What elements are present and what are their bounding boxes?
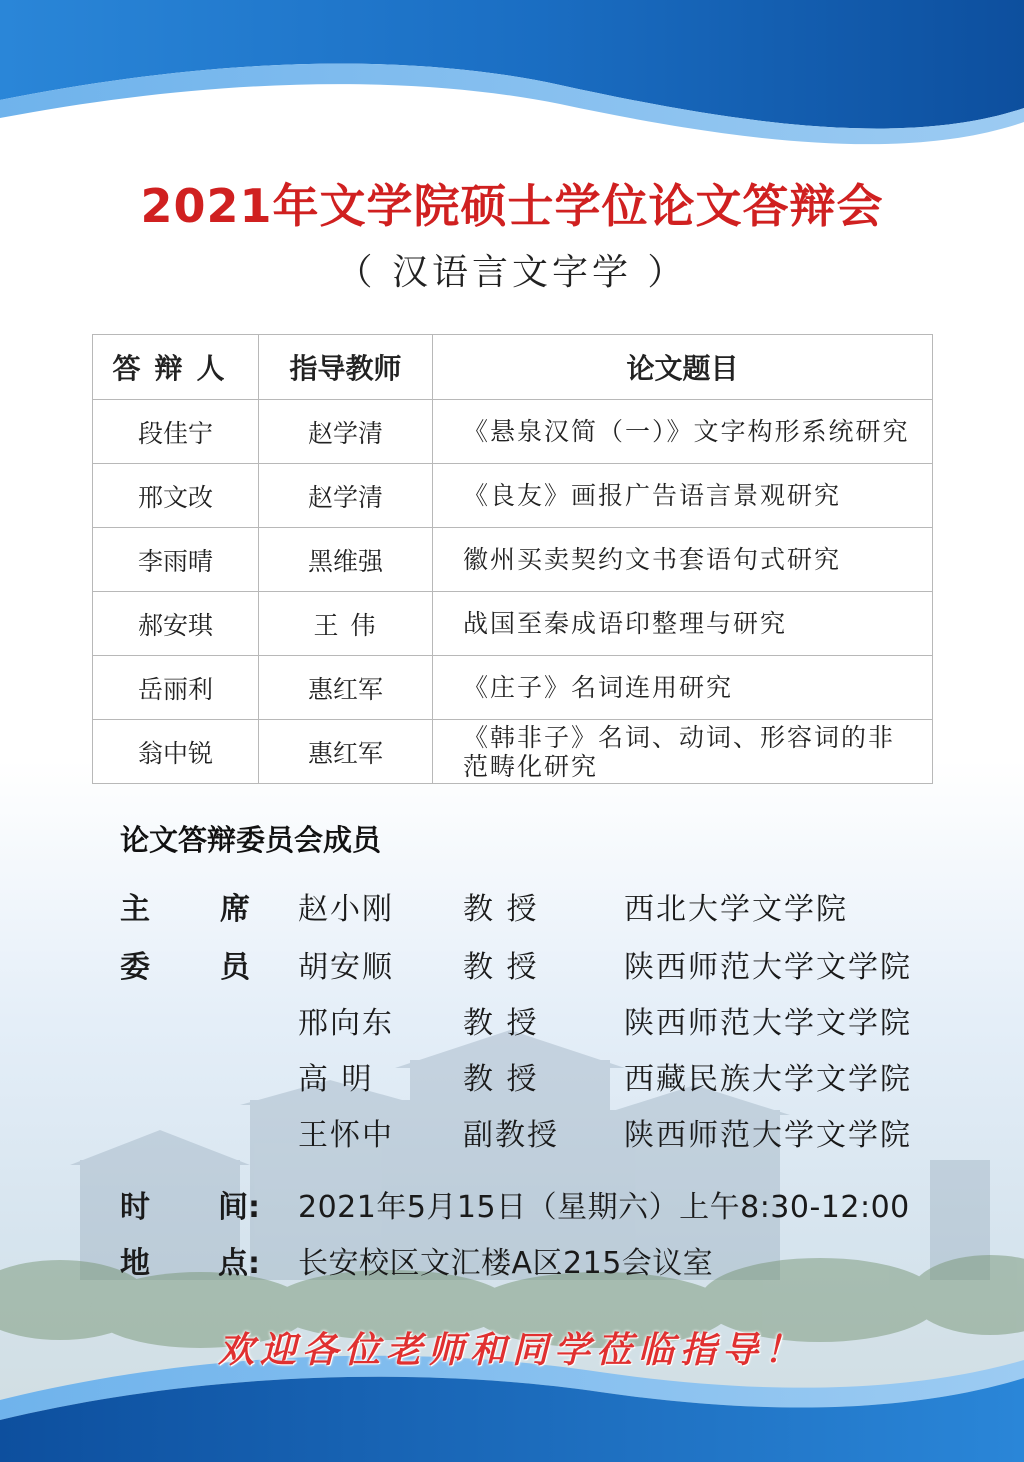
table-row: [93, 528, 933, 592]
member-rank: 教 授: [463, 892, 539, 927]
advisor-name: 黑维强: [259, 528, 433, 592]
member-rank: 教 授: [463, 950, 539, 985]
header-topic: 论文题目: [433, 335, 933, 400]
student-name: 李雨晴: [93, 528, 259, 592]
student-name: 岳丽利: [93, 656, 259, 720]
advisor-name: 赵学清: [259, 400, 433, 464]
member-institution: 西北大学文学院: [624, 892, 848, 927]
thesis-topic: 徽州买卖契约文书套语句式研究: [433, 528, 933, 592]
member-institution: 西藏民族大学文学院: [624, 1062, 912, 1097]
table-row: [93, 656, 933, 720]
table-row: [93, 720, 933, 784]
member-rank: 教 授: [463, 1062, 539, 1097]
thesis-topic: 《韩非子》名词、动词、形容词的非范畴化研究: [433, 720, 933, 784]
place-label: 地 点:: [120, 1246, 260, 1281]
advisor-name: 惠红军: [259, 656, 433, 720]
member-label: 委 员: [120, 950, 250, 985]
member-name: 赵小刚: [298, 892, 394, 927]
time-label: 时 间:: [120, 1190, 260, 1225]
thesis-topic: 《庄子》名词连用研究: [433, 656, 933, 720]
student-name: 郝安琪: [93, 592, 259, 656]
poster-subtitle: （ 汉语言文字学 ）: [336, 252, 688, 293]
member-institution: 陕西师范大学文学院: [624, 1118, 912, 1153]
poster-title: 2021年文学院硕士学位论文答辩会: [140, 179, 884, 233]
time-value: 2021年5月15日（星期六）上午8:30-12:00: [298, 1190, 910, 1225]
member-rank: 副教授: [463, 1118, 559, 1153]
member-rank: 教 授: [463, 1006, 539, 1041]
table-row: [93, 592, 933, 656]
thesis-topic: 《良友》画报广告语言景观研究: [433, 464, 933, 528]
chair-label: 主 席: [120, 892, 250, 927]
student-name: 邢文改: [93, 464, 259, 528]
table-header-row: [93, 335, 933, 400]
thesis-topic: 《悬泉汉简（一）》文字构形系统研究: [433, 400, 933, 464]
header-advisor: 指导教师: [259, 335, 433, 400]
welcome-message: 欢迎各位老师和同学莅临指导！: [217, 1330, 806, 1371]
member-name: 高 明: [298, 1062, 374, 1097]
place-value: 长安校区文汇楼A区215会议室: [298, 1246, 714, 1281]
table-row: [93, 400, 933, 464]
thesis-table: [92, 334, 933, 784]
student-name: 段佳宁: [93, 400, 259, 464]
table-row: [93, 464, 933, 528]
advisor-name: 王 伟: [259, 592, 433, 656]
member-name: 邢向东: [298, 1006, 394, 1041]
member-name: 王怀中: [298, 1118, 394, 1153]
thesis-topic: 战国至秦成语印整理与研究: [433, 592, 933, 656]
member-name: 胡安顺: [298, 950, 394, 985]
advisor-name: 惠红军: [259, 720, 433, 784]
member-institution: 陕西师范大学文学院: [624, 950, 912, 985]
member-institution: 陕西师范大学文学院: [624, 1006, 912, 1041]
committee-heading: 论文答辩委员会成员: [120, 823, 382, 857]
student-name: 翁中锐: [93, 720, 259, 784]
advisor-name: 赵学清: [259, 464, 433, 528]
header-student: 答辩人: [93, 335, 259, 400]
